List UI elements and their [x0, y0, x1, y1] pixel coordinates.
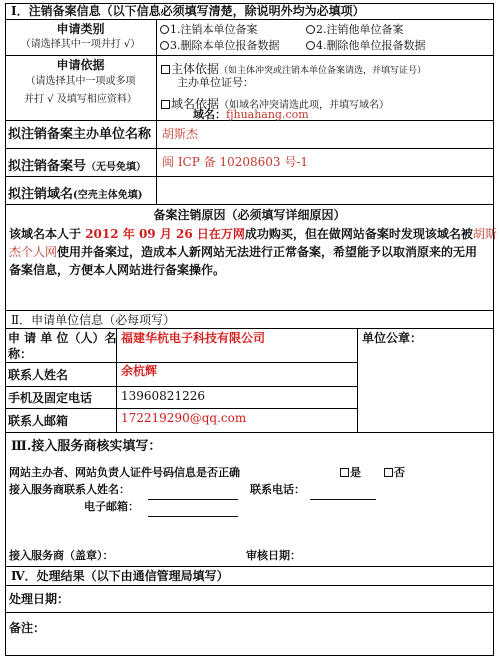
reason-line-1[interactable]: 该域名本人于 2012 年 09 月 26 日在万网成功购买，但在做网站备案时发现该域名被胡斯 [9, 227, 497, 241]
divider [5, 585, 494, 586]
radio-icon [306, 25, 315, 34]
section-title: Ⅳ．处理结果（以下由通信管理局填写） [11, 569, 229, 583]
subject-cert-label: 主办单位证号： [177, 76, 254, 89]
provider-contact-label: 接入服务商联系人姓名： [9, 483, 130, 496]
stamp-area[interactable] [358, 346, 492, 430]
domain-value: fjhuahang.com [226, 108, 309, 121]
provider-tel-label: 联系电话： [250, 483, 305, 496]
phone-label: 手机及固定电话 [8, 391, 93, 405]
phone-value[interactable]: 13960821226 [121, 389, 205, 403]
divider [5, 328, 494, 329]
divider [5, 55, 494, 56]
cancel-domain-input[interactable] [160, 180, 490, 202]
radio-icon [160, 25, 169, 34]
reason-line-2[interactable]: 杰个人网使用并备案过，造成本人新网站无法进行正常备案，希望能予以取消原来的无用 [9, 245, 478, 259]
remark-label: 备注： [9, 621, 46, 635]
provider-email-label: 电子邮箱： [84, 500, 139, 513]
basis-note-1: （请选择其中一项或多项 [25, 76, 136, 87]
provider-email-input[interactable] [148, 500, 238, 519]
subject-basis-option[interactable]: 主体依据（如主体冲突或注销本单位备案请选，并填写证号） [161, 58, 426, 77]
divider [5, 176, 494, 177]
section-title: Ⅰ．注销备案信息（以下信息必须填写清楚，除说明外均为必填项） [11, 4, 365, 18]
basis-label: 申请依据 [56, 58, 105, 72]
radio-icon [306, 41, 315, 50]
record-label: 拟注销备案号（无号免填） [8, 159, 147, 174]
divider [5, 432, 494, 433]
section-title: Ⅱ．申请单位信息（必每项写） [11, 313, 176, 327]
review-date-label: 审核日期： [246, 549, 301, 562]
divider [5, 204, 494, 205]
process-date-label: 处理日期： [9, 592, 70, 606]
checkbox-icon [161, 100, 170, 109]
section-title: Ⅲ.接入服务商核实填写： [11, 439, 162, 454]
email-value[interactable]: 172219290@qq.com [121, 411, 247, 425]
option-cancel-own[interactable]: 1.注销本单位备案 [160, 23, 258, 36]
radio-icon [160, 41, 169, 50]
contact-label: 联系人姓名 [8, 368, 69, 382]
applicant-name-label-2: 称： [8, 347, 33, 361]
option-delete-own[interactable]: 3.删除本单位报备数据 [160, 39, 280, 52]
divider [5, 408, 357, 409]
divider [5, 310, 494, 311]
checkbox-icon [384, 468, 393, 477]
divider [156, 19, 157, 204]
sponsor-label: 拟注销备案主办单位名称 [8, 127, 152, 142]
divider [5, 148, 494, 149]
applicant-name-value[interactable]: 福建华杭电子科技有限公司 [121, 331, 266, 345]
divider [5, 386, 357, 387]
email-label: 联系人邮箱 [8, 414, 69, 428]
divider [5, 566, 494, 567]
reason-line-3[interactable]: 备案信息，方便本人网站进行备案操作。 [9, 263, 226, 277]
sponsor-value[interactable]: 胡斯杰 [162, 127, 199, 141]
divider [5, 19, 494, 20]
cancel-domain-label: 拟注销域名(空壳主体免填) [8, 187, 143, 202]
verify-question: 网站主办者、网站负责人证件号码信息是否正确 [9, 466, 240, 479]
divider [5, 362, 357, 363]
domain-field[interactable]: 域名：fjhuahang.com [193, 108, 309, 121]
reason-title: 备案注销原因（必须填写详细原因） [153, 208, 346, 222]
type-note: （请选择其中一项并打 √） [20, 39, 141, 50]
record-value[interactable]: 闽 ICP 备 10208603 号-1 [162, 155, 309, 169]
basis-note-2: 并打 √ 及填写相应资料） [24, 94, 137, 105]
verify-yes-option[interactable]: 是 [340, 466, 361, 479]
option-cancel-other[interactable]: 2.注销他单位备案 [306, 23, 404, 36]
type-label: 申请类别 [56, 22, 105, 36]
option-delete-other[interactable]: 4.删除他单位报备数据 [306, 39, 426, 52]
applicant-name-label-1: 申 请 单 位（人）名 [8, 331, 117, 345]
provider-seal-label: 接入服务商（盖章）： [9, 549, 114, 562]
checkbox-icon [340, 468, 349, 477]
domain-basis-option[interactable]: 域名依据（如域名冲突请选此项，并填写域名） [161, 93, 389, 112]
contact-value[interactable]: 余杭辉 [121, 364, 158, 378]
stamp-label: 单位公章： [362, 331, 423, 345]
verify-no-option[interactable]: 否 [384, 466, 405, 479]
divider [5, 612, 494, 613]
checkbox-icon [161, 65, 170, 74]
provider-tel-input[interactable] [310, 483, 376, 502]
